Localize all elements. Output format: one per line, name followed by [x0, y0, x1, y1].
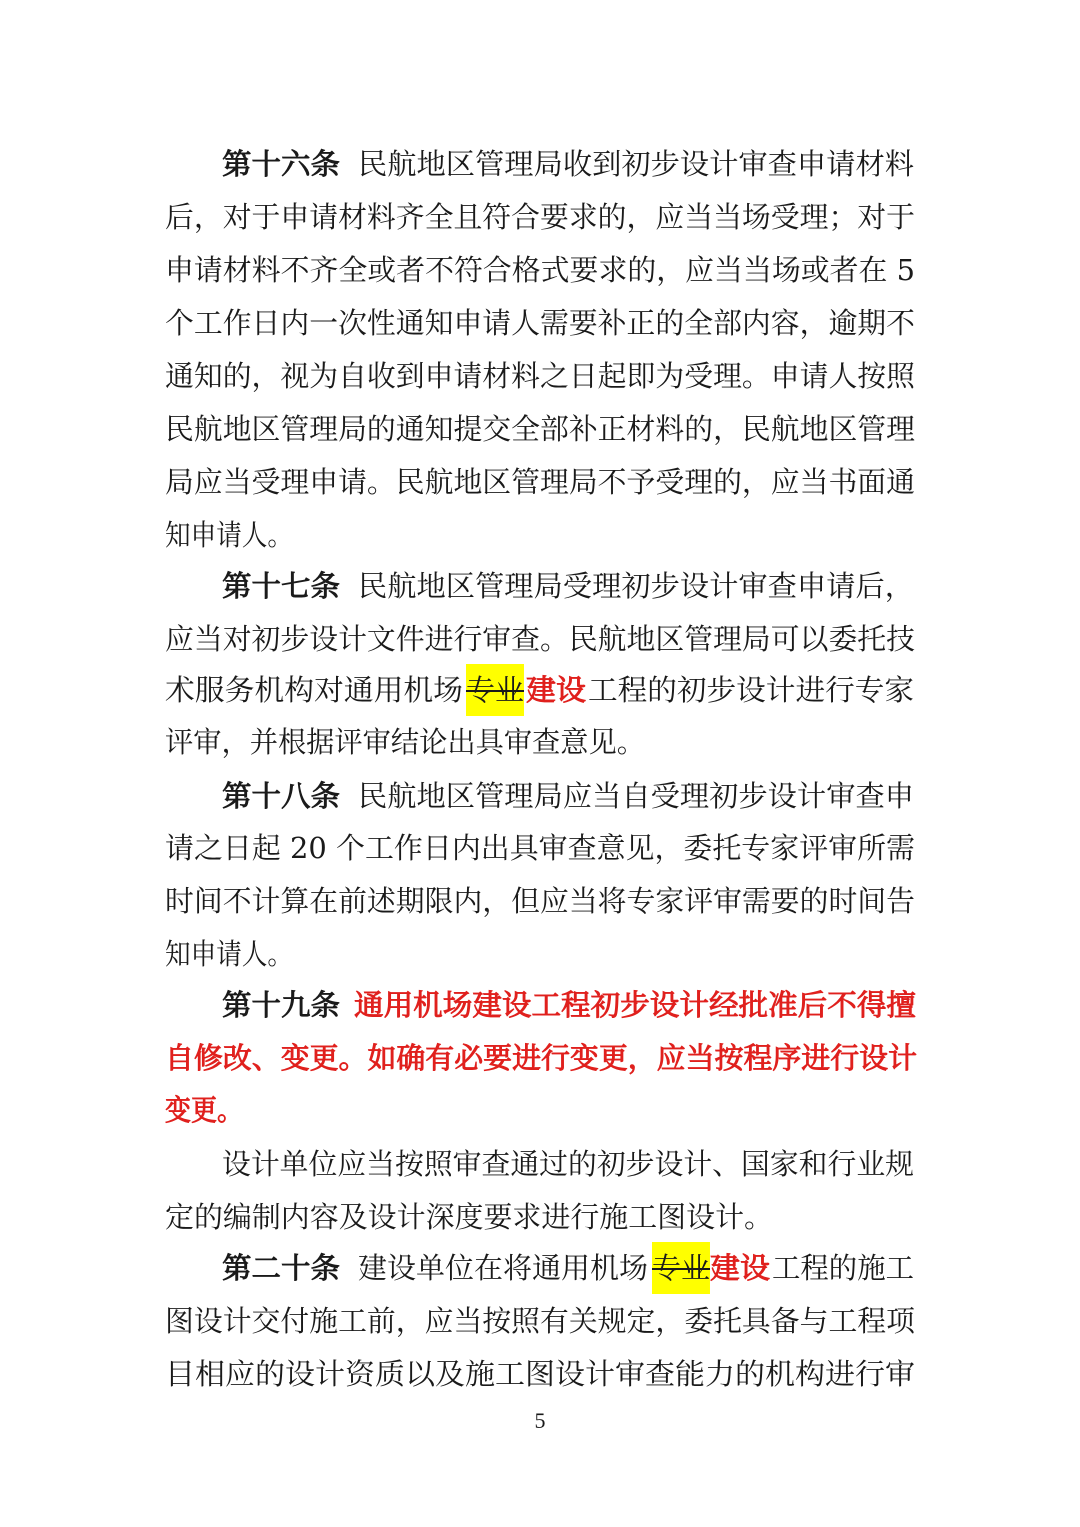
article-20-text: 图设计交付施工前，应当按照有关规定，委托具备与工程项 [165, 1304, 915, 1338]
article-16-text: 通知的，视为自收到申请材料之日起即为受理。申请人按照 [165, 359, 915, 393]
article-18-line-3 [0, 875, 1080, 927]
article-19-amended-text: 通用机场建设工程初步设计经批准后不得擅 [354, 988, 916, 1022]
article-16-line-7 [0, 456, 1080, 508]
article-19-line-3 [0, 1084, 1080, 1136]
article-18-text: 知申请人。 [165, 937, 293, 971]
article-18-line-1 [0, 770, 1080, 822]
article-16-line-8 [0, 509, 1080, 561]
article-16-line-6 [0, 403, 1080, 455]
article-18-text: 请之日起 20 个工作日内出具审查意见，委托专家评审所需 [165, 831, 915, 865]
inserted-text: 建设 [526, 673, 586, 707]
article-19-text: 设计单位应当按照审查通过的初步设计、国家和行业规 [222, 1147, 914, 1181]
article-17-line-2 [0, 613, 1080, 665]
article-18-line-4 [0, 928, 1080, 980]
inserted-text: 建设 [710, 1251, 770, 1285]
article-20-heading: 第二十条 [222, 1251, 340, 1285]
article-20-text: 建设单位在将通用机场 [358, 1251, 648, 1285]
article-17-text: 民航地区管理局受理初步设计审查申请后， [358, 569, 914, 603]
article-16-line-2 [0, 191, 1080, 243]
article-18-heading: 第十八条 [222, 779, 340, 813]
article-20-line-3 [0, 1348, 1080, 1400]
article-20-line-2 [0, 1295, 1080, 1347]
article-19-line-4 [0, 1138, 1080, 1190]
article-19-line-1 [0, 979, 1080, 1031]
article-17-line-3 [0, 664, 1080, 716]
deleted-text: 专业 [466, 664, 524, 716]
article-19-amended-text: 变更。 [165, 1093, 243, 1127]
article-17-line-4 [0, 716, 1080, 768]
article-18-line-2 [0, 822, 1080, 874]
article-17-text: 评审，并根据评审结论出具审查意见。 [165, 725, 645, 759]
article-17-line-1 [0, 560, 1080, 612]
article-20-text: 目相应的设计资质以及施工图设计审查能力的机构进行审 [165, 1357, 915, 1391]
article-17-text: 工程的初步设计进行专家 [588, 673, 914, 707]
article-16-text: 局应当受理申请。民航地区管理局不予受理的，应当书面通 [165, 465, 915, 499]
article-17-text: 术服务机构对通用机场 [165, 673, 463, 707]
article-17-heading: 第十七条 [222, 569, 340, 603]
article-20-line-1 [0, 1242, 1080, 1294]
article-16-line-4 [0, 297, 1080, 349]
article-19-line-5 [0, 1191, 1080, 1243]
article-16-text: 民航地区管理局的通知提交全部补正材料的，民航地区管理 [165, 412, 915, 446]
article-16-text: 知申请人。 [165, 518, 293, 552]
article-17-text: 应当对初步设计文件进行审查。民航地区管理局可以委托技 [165, 622, 915, 656]
article-18-text: 时间不计算在前述期限内，但应当将专家评审需要的时间告 [165, 884, 915, 918]
article-16-line-5 [0, 350, 1080, 402]
article-16-text: 个工作日内一次性通知申请人需要补正的全部内容，逾期不 [165, 306, 915, 340]
article-16-line-3 [0, 244, 1080, 296]
page-number: 5 [534, 1408, 546, 1433]
article-16-text: 后，对于申请材料齐全且符合要求的，应当当场受理；对于 [165, 200, 915, 234]
article-18-text: 民航地区管理局应当自受理初步设计审查申 [358, 779, 914, 813]
article-16-text: 民航地区管理局收到初步设计审查申请材料 [358, 147, 914, 181]
article-19-line-2 [0, 1032, 1080, 1084]
deleted-text: 专业 [652, 1242, 710, 1294]
article-19-text: 定的编制内容及设计深度要求进行施工图设计。 [165, 1200, 773, 1234]
article-16-text: 申请材料不齐全或者不符合格式要求的，应当当场或者在 5 [165, 253, 915, 287]
article-19-heading: 第十九条 [222, 988, 340, 1022]
article-20-text: 工程的施工 [772, 1251, 914, 1285]
article-19-amended-text: 自修改、变更。如确有必要进行变更，应当按程序进行设计 [165, 1041, 917, 1075]
article-16-line-1 [0, 138, 1080, 190]
article-16-heading: 第十六条 [222, 147, 340, 181]
